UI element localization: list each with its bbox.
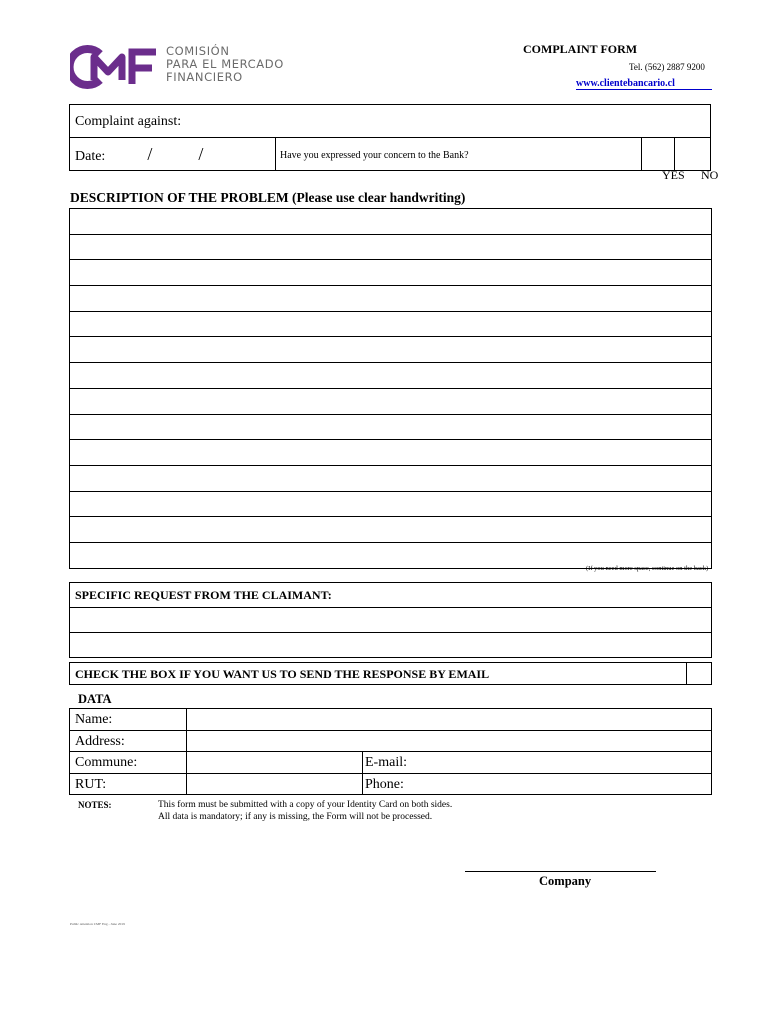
cmf-logo-mark (70, 44, 160, 90)
specific-request-heading-cell (70, 583, 712, 608)
specific-request-heading: SPECIFIC REQUEST FROM THE CLAIMANT: (75, 588, 332, 602)
name-label: Name: (75, 712, 113, 728)
description-line[interactable] (70, 440, 712, 466)
name-field[interactable] (187, 709, 712, 731)
commune-label: Commune: (75, 755, 138, 771)
yes-checkbox[interactable] (642, 138, 675, 171)
description-lines (69, 208, 712, 569)
company-label: Company (539, 874, 592, 888)
concern-question-cell (276, 138, 642, 171)
description-heading: DESCRIPTION OF THE PROBLEM (Please use clear handwriting) (70, 190, 466, 205)
commune-field[interactable] (187, 752, 363, 774)
data-heading: DATA (78, 692, 112, 706)
specific-request-line[interactable] (70, 633, 712, 658)
phone-field[interactable] (363, 773, 712, 795)
description-line[interactable] (70, 234, 712, 260)
email-option-checkbox[interactable] (687, 663, 712, 685)
date-label: Date: (75, 148, 106, 164)
cmf-logo (70, 44, 310, 90)
more-space-note: (If you need more space, continue on the back) (586, 565, 709, 572)
notes-line-2: All data is mandatory; if any is missing, the Form will not be processed. (158, 812, 433, 822)
description-line[interactable] (70, 414, 712, 440)
notes-label: NOTES: (78, 800, 112, 810)
signature-line[interactable] (465, 871, 656, 872)
no-label: NO (701, 168, 719, 182)
notes-line-1: This form must be submitted with a copy of your Identity Card on both sides. (158, 800, 453, 810)
rut-label: RUT: (75, 777, 107, 793)
description-line[interactable] (70, 311, 712, 337)
description-line[interactable] (70, 465, 712, 491)
no-checkbox[interactable] (675, 138, 711, 171)
complaint-against-label: Complaint against: (75, 114, 182, 129)
website-link[interactable]: www.clientebancario.cl (576, 78, 675, 89)
concern-question: Have you expressed your concern to the Bank? (280, 150, 469, 161)
description-line[interactable] (70, 388, 712, 414)
description-line[interactable] (70, 517, 712, 543)
rut-field[interactable] (187, 773, 363, 795)
email-field[interactable] (363, 752, 712, 774)
yes-label: YES (662, 168, 685, 182)
phone-label: Phone: (365, 777, 404, 793)
logo-line-1: COMISIÓN (166, 44, 230, 58)
description-line[interactable] (70, 260, 712, 286)
description-line[interactable] (70, 363, 712, 389)
complaint-against-field[interactable] (70, 105, 711, 138)
date-separator-2: / (198, 143, 204, 164)
logo-line-2: PARA EL MERCADO (166, 57, 284, 71)
specific-request-line[interactable] (70, 608, 712, 633)
telephone: Tel. (562) 2887 9200 (629, 62, 705, 72)
email-label: E-mail: (365, 755, 407, 771)
description-line[interactable] (70, 337, 712, 363)
website-underline (576, 89, 712, 90)
date-separator-1: / (147, 143, 153, 164)
logo-line-3: FINANCIERO (166, 70, 243, 84)
email-option-table (69, 662, 712, 685)
date-field[interactable] (70, 138, 276, 171)
form-title: COMPLAINT FORM (523, 42, 638, 56)
notes-label-text: NOTES (78, 800, 109, 810)
description-line[interactable] (70, 209, 712, 235)
email-option-label-cell (70, 663, 687, 685)
footer-text: Public Attention CMF Eng - June 2019 (70, 922, 125, 926)
address-label: Address: (75, 733, 125, 749)
complaint-info-table (69, 104, 711, 171)
description-line[interactable] (70, 491, 712, 517)
email-option-label: CHECK THE BOX IF YOU WANT US TO SEND THE RESPONSE BY EMAIL (75, 666, 490, 681)
logo-wordmark (166, 45, 284, 84)
description-line[interactable] (70, 286, 712, 312)
data-table (69, 708, 712, 795)
specific-request-table (69, 582, 712, 658)
address-field[interactable] (187, 730, 712, 752)
